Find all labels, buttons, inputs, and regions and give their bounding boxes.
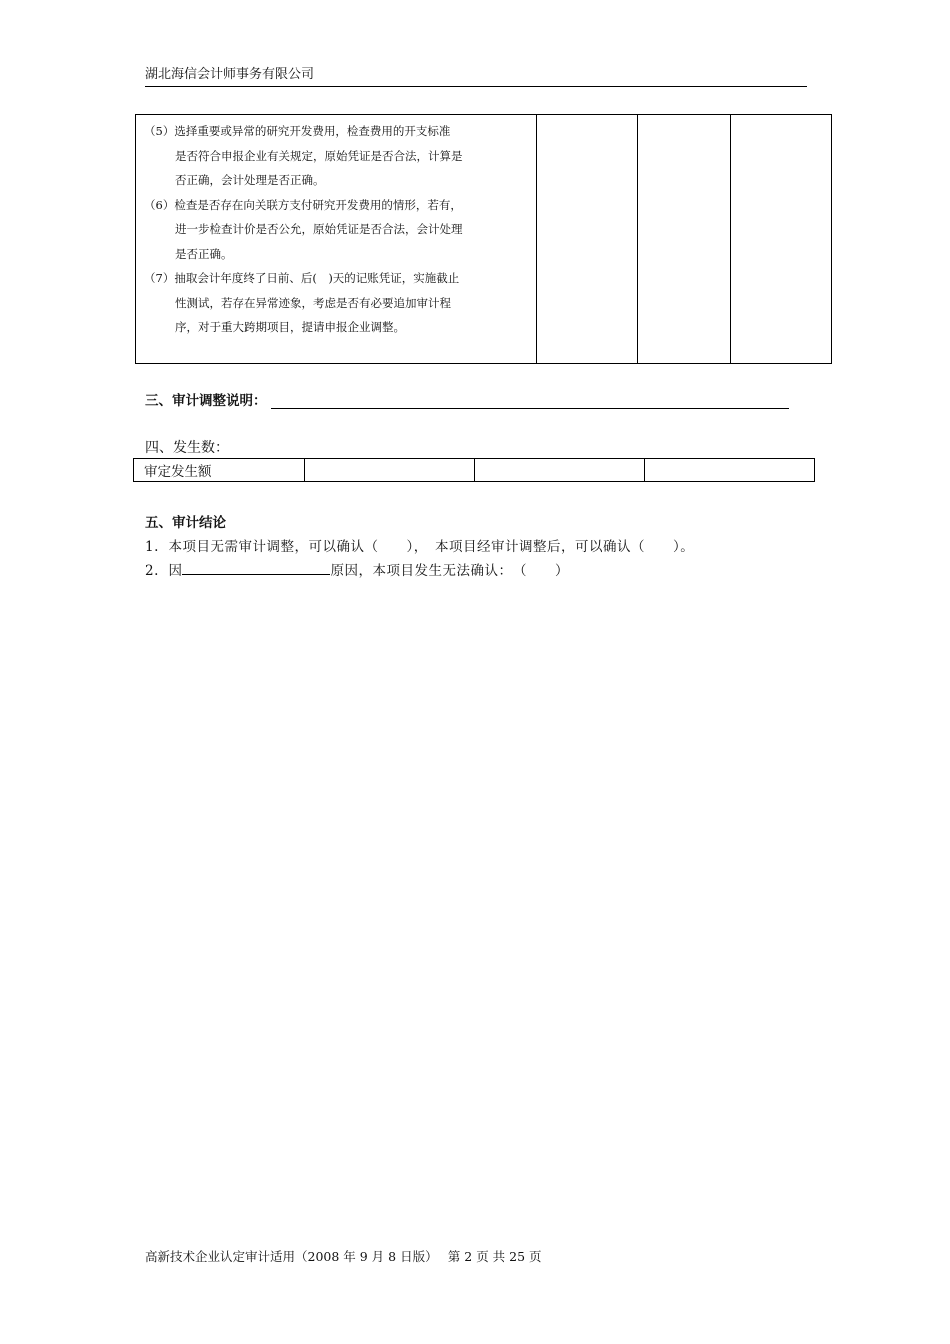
occurrence-value-cell[interactable] (475, 459, 645, 482)
step-text-line: 性测试，若存在异常迹象，考虑是否有必要追加审计程 (175, 295, 451, 310)
reason-fill-line[interactable] (182, 560, 330, 575)
occurrence-table (133, 458, 815, 482)
procedure-step-5 (144, 119, 536, 193)
procedure-step-7 (144, 266, 536, 340)
procedures-cell (136, 115, 537, 364)
procedures-table (135, 114, 832, 364)
step-text-line: 进一步检查计价是否公允，原始凭证是否合法，会计处理 (175, 222, 463, 236)
audit-adjustment-label: 三、审计调整说明： (145, 393, 267, 409)
conclusion-line-2-suffix: 原因，本项目发生无法确认： （ ） (330, 563, 569, 579)
step-text-first: 检查是否存在向关联方支付研究开发费用的情形，若有， (174, 197, 462, 212)
page-footer: 高新技术企业认定审计适用（2008 年 9 月 8 日版） 第 2 页 共 25 页 (145, 1249, 542, 1264)
audit-adjustment-fill-line[interactable] (271, 392, 789, 409)
step-number: （7） (144, 271, 175, 285)
occurrence-title: 四、发生数： (145, 440, 229, 456)
step-text-line: 序，对于重大跨期项目，提请申报企业调整。 (175, 320, 405, 334)
company-name: 湖北海信会计师事务有限公司 (145, 67, 315, 82)
step-number: （6） (144, 197, 175, 212)
step-text-line: 是否正确。 (175, 246, 233, 261)
audit-adjustment-section (145, 389, 789, 409)
conclusion-line-2-prefix: 2. 因 (145, 563, 183, 579)
step-text-line: 否正确，会计处理是否正确。 (175, 173, 325, 187)
occurrence-value-cell[interactable] (645, 459, 815, 482)
procedure-blank-cell[interactable] (638, 115, 731, 364)
conclusion-title: 五、审计结论 (145, 515, 226, 531)
procedure-blank-cell[interactable] (731, 115, 832, 364)
occurrence-value-cell[interactable] (305, 459, 475, 482)
step-text-line: 是否符合申报企业有关规定，原始凭证是否合法，计算是 (175, 148, 463, 163)
step-text-first: 抽取会计年度终了日前、后( )天的记账凭证，实施截止 (174, 271, 460, 285)
step-text-first: 选择重要或异常的研究开发费用，检查费用的开支标准 (174, 124, 451, 138)
conclusion-line-1: 1. 本项目无需审计调整，可以确认（ ）， 本项目经审计调整后，可以确认（ ）。 (145, 539, 695, 555)
procedure-blank-cell[interactable] (537, 115, 638, 364)
step-number: （5） (144, 124, 175, 138)
procedure-step-6 (144, 193, 536, 267)
page-header (145, 66, 807, 87)
conclusion-line-2 (145, 559, 569, 579)
occurrence-row-label: 审定发生额 (134, 459, 305, 482)
